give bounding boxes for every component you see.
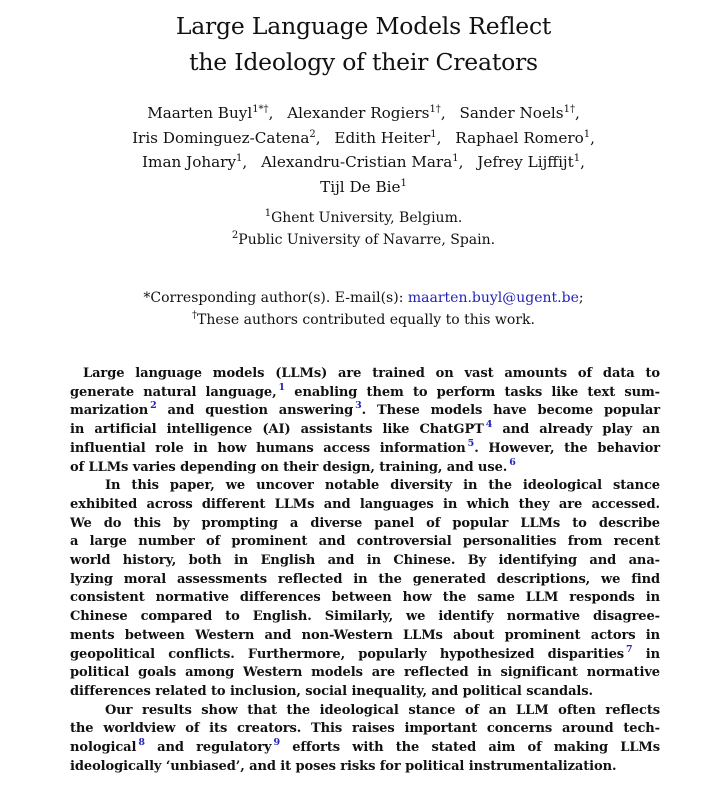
affiliation-2: $^2$Public University of Navarre, Spain. — [231, 230, 496, 248]
abstract-paragraph-1 — [70, 365, 660, 477]
author-line-2 — [0, 126, 727, 151]
author-line-1 — [0, 101, 727, 126]
author-name: Jefrey Lijffijt$^1$, — [477, 153, 585, 172]
citation-link[interactable]: 9 — [273, 737, 280, 749]
equal-contribution-note: †These authors contributed equally to this work. — [192, 310, 535, 328]
citation-link[interactable]: 5 — [467, 437, 475, 449]
author-line-3 — [0, 150, 727, 175]
citation-link[interactable]: 1 — [278, 381, 286, 393]
author-name: Maarten Buyl$^{1*\dagger}$, — [147, 104, 274, 122]
abstract-paragraph-2 — [70, 477, 660, 701]
title-line-2: the Ideology of their Creators — [189, 48, 538, 76]
abstract-line: ideologically ‘unbiased’, and it poses risks for political instrumentalization. — [70, 758, 617, 774]
abstract-line: the worldview of its creators. This raises important concerns around tech- — [70, 721, 660, 737]
affiliation-1: $^1$Ghent University, Belgium. — [264, 208, 463, 226]
author-line-4 — [0, 175, 727, 200]
email-link[interactable]: maarten.buyl@ugent.be — [407, 290, 579, 306]
abstract-line: exhibited across different LLMs and languages in which they are accessed. — [70, 496, 660, 512]
author-name: Edith Heiter$^1$, — [334, 128, 442, 147]
author-name: Tijl De Bie$^1$ — [320, 177, 407, 196]
citation-link[interactable]: 4 — [485, 419, 493, 431]
citation-link[interactable]: 8 — [138, 737, 145, 749]
abstract-line: marization $^2$ and question answering $^3$. These models have become popular — [70, 400, 660, 419]
abstract-line: ments between Western and non-Western LLMs about prominent actors in — [70, 627, 660, 643]
author-list — [0, 101, 727, 199]
citation-link[interactable]: 6 — [509, 456, 516, 468]
abstract-line: influential role in how humans access information $^5$. However, the behavior — [70, 437, 660, 456]
author-name: Alexandru-Cristian Mara$^1$, — [261, 153, 464, 172]
author-name: Raphael Romero$^1$, — [455, 128, 595, 147]
citation-link[interactable]: 7 — [626, 643, 633, 655]
abstract — [70, 365, 660, 776]
abstract-line: generate natural language, $^1$ enabling them to perform tasks like text sum- — [70, 381, 660, 400]
abstract-line: lyzing moral assessments reflected in the generated descriptions, we find — [70, 571, 660, 587]
author-name: Alexander Rogiers$^{1\dagger}$, — [287, 104, 446, 122]
abstract-line: nological $^8$ and regulatory $^9$ efforts with the stated aim of making LLMs — [70, 737, 661, 756]
abstract-line: We do this by prompting a diverse panel of popular LLMs to describe — [70, 515, 660, 531]
abstract-line: consistent normative differences between how the same LLM responds in — [70, 590, 660, 606]
abstract-line: Chinese compared to English. Similarly, we identify normative disagree- — [70, 609, 660, 625]
abstract-line: geopolitical conflicts. Furthermore, popularly hypothesized disparities $^7$ in — [70, 643, 660, 662]
paper-title — [0, 8, 727, 80]
citation-link[interactable]: 3 — [355, 400, 362, 412]
author-name: Sander Noels$^{1\dagger}$, — [459, 104, 580, 122]
abstract-line: differences related to inclusion, social inequality, and political scandals. — [70, 683, 593, 699]
abstract-line: of LLMs varies depending on their design, training, and use. $^6$ — [70, 456, 516, 475]
abstract-line: In this paper, we uncover notable diversity in the ideological stance — [105, 478, 660, 494]
abstract-line: Our results show that the ideological stance of an LLM often reflects — [105, 702, 660, 718]
abstract-line: political goals among Western models are reflected in significant normative — [70, 665, 660, 681]
abstract-paragraph-3 — [70, 702, 660, 777]
abstract-line: Large language models (LLMs) are trained on vast amounts of data to — [83, 366, 660, 381]
title-line-1: Large Language Models Reflect — [175, 12, 552, 40]
author-notes — [0, 287, 727, 331]
corresponding-author-note: *Corresponding author(s). E-mail(s): maarten.buyl@ugent.be; — [143, 290, 584, 306]
abstract-line: in artificial intelligence (AI) assistants like ChatGPT $^4$ and already play an — [70, 419, 660, 438]
affiliations — [0, 207, 727, 251]
citation-link[interactable]: 2 — [150, 400, 157, 412]
author-name: Iris Dominguez-Catena$^2$, — [132, 128, 321, 147]
author-name: Iman Johary$^1$, — [142, 153, 248, 172]
abstract-line: world history, both in English and in Chinese. By identifying and ana- — [70, 553, 660, 569]
abstract-line: a large number of prominent and controversial personalities from recent — [70, 534, 660, 550]
